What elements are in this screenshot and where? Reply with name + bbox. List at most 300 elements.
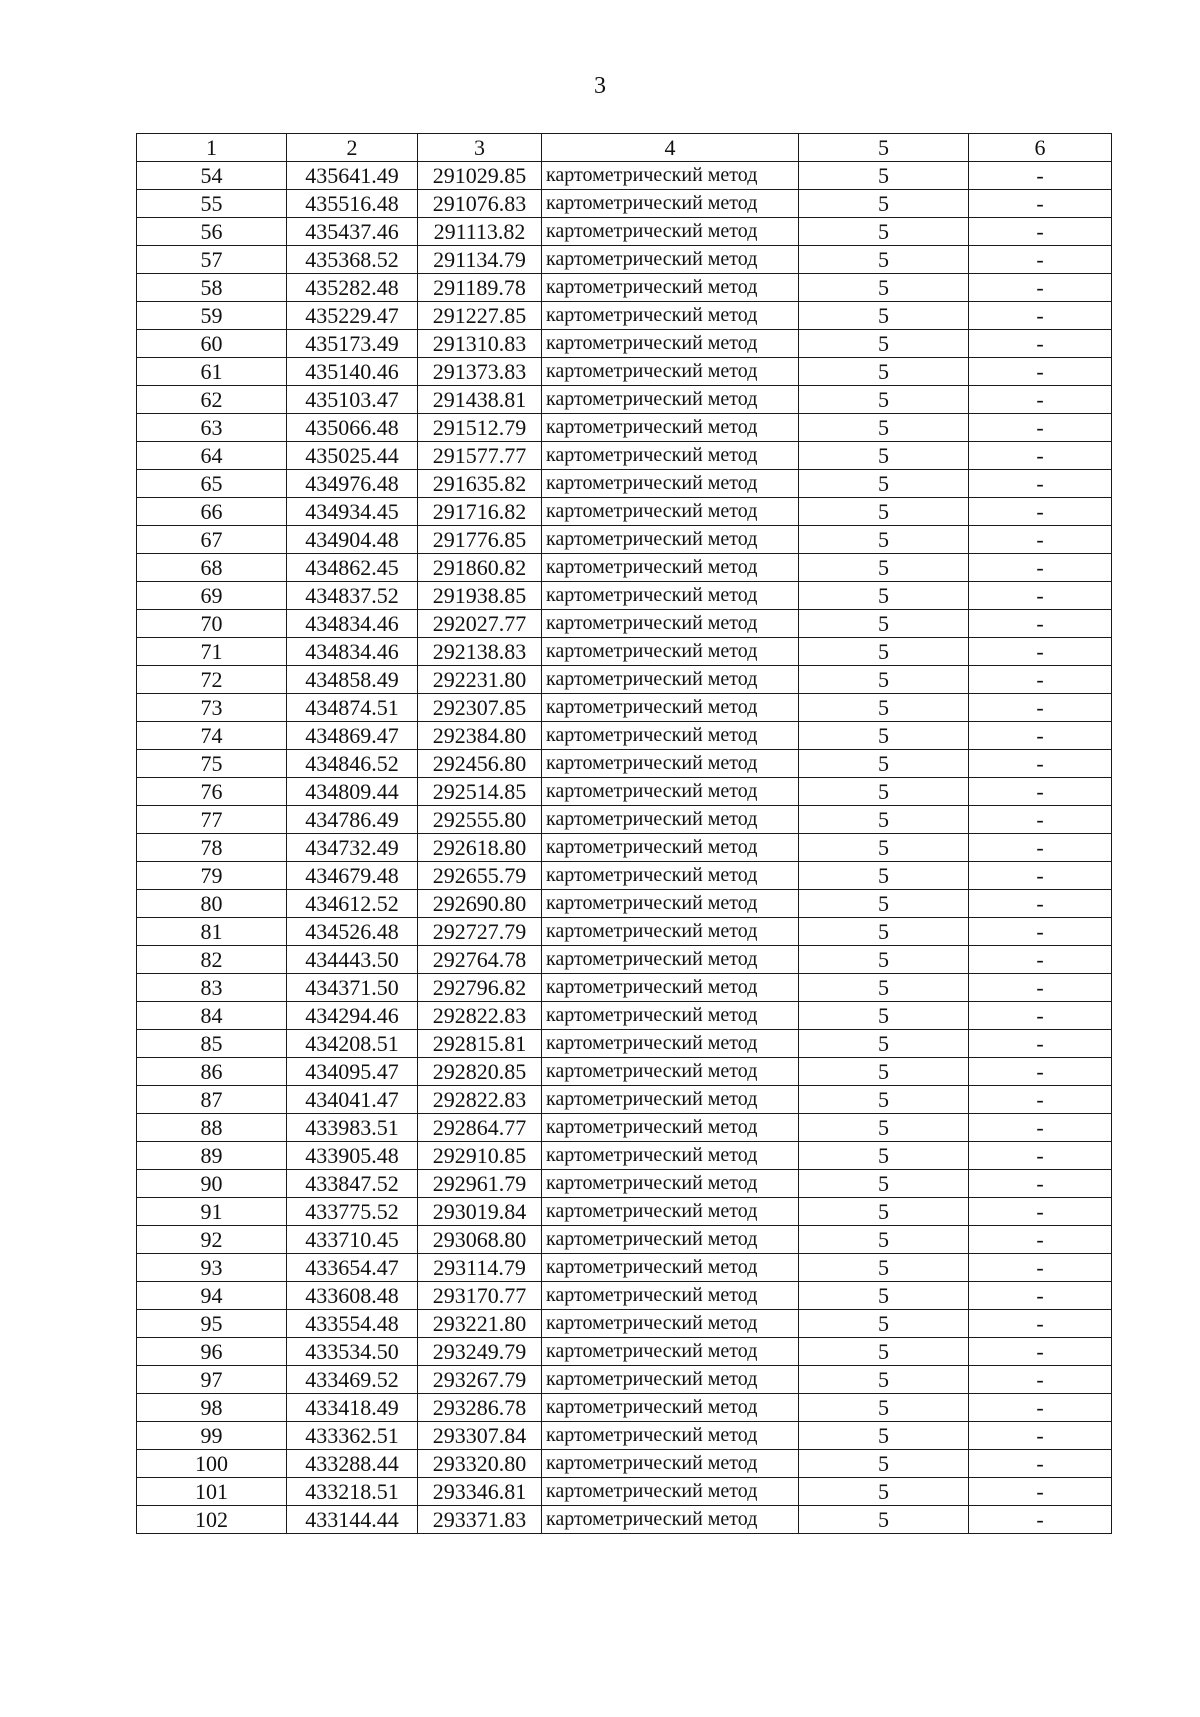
accuracy-cell: 5 — [799, 274, 969, 302]
column-header-point-number: 1 — [137, 134, 287, 162]
method-cell: картометрический метод — [542, 1226, 799, 1254]
x-coordinate-cell: 434294.46 — [287, 1002, 418, 1030]
column-header-method: 4 — [542, 134, 799, 162]
y-coordinate-cell: 293019.84 — [418, 1198, 542, 1226]
table-row — [137, 974, 1112, 1002]
accuracy-cell: 5 — [799, 162, 969, 190]
y-coordinate-cell: 292655.79 — [418, 862, 542, 890]
table-row — [137, 302, 1112, 330]
y-coordinate-cell: 292027.77 — [418, 610, 542, 638]
table-row — [137, 1226, 1112, 1254]
point-number-cell: 62 — [137, 386, 287, 414]
table-row — [137, 414, 1112, 442]
column-header-x-coordinate: 2 — [287, 134, 418, 162]
accuracy-cell: 5 — [799, 946, 969, 974]
point-number-cell: 88 — [137, 1114, 287, 1142]
description-cell: - — [969, 1170, 1112, 1198]
accuracy-cell: 5 — [799, 582, 969, 610]
table-row — [137, 358, 1112, 386]
description-cell: - — [969, 1478, 1112, 1506]
method-cell: картометрический метод — [542, 274, 799, 302]
accuracy-cell: 5 — [799, 1478, 969, 1506]
method-cell: картометрический метод — [542, 694, 799, 722]
table-row — [137, 778, 1112, 806]
method-cell: картометрический метод — [542, 1338, 799, 1366]
table-row — [137, 610, 1112, 638]
table-row — [137, 554, 1112, 582]
description-cell: - — [969, 246, 1112, 274]
point-number-cell: 84 — [137, 1002, 287, 1030]
point-number-cell: 67 — [137, 526, 287, 554]
accuracy-cell: 5 — [799, 778, 969, 806]
accuracy-cell: 5 — [799, 1310, 969, 1338]
y-coordinate-cell: 293346.81 — [418, 1478, 542, 1506]
y-coordinate-cell: 291227.85 — [418, 302, 542, 330]
y-coordinate-cell: 292456.80 — [418, 750, 542, 778]
point-number-cell: 79 — [137, 862, 287, 890]
x-coordinate-cell: 435437.46 — [287, 218, 418, 246]
y-coordinate-cell: 293320.80 — [418, 1450, 542, 1478]
point-number-cell: 90 — [137, 1170, 287, 1198]
x-coordinate-cell: 434934.45 — [287, 498, 418, 526]
description-cell: - — [969, 1506, 1112, 1534]
table-row — [137, 274, 1112, 302]
description-cell: - — [969, 274, 1112, 302]
accuracy-cell: 5 — [799, 498, 969, 526]
x-coordinate-cell: 433710.45 — [287, 1226, 418, 1254]
method-cell: картометрический метод — [542, 1002, 799, 1030]
accuracy-cell: 5 — [799, 526, 969, 554]
y-coordinate-cell: 292961.79 — [418, 1170, 542, 1198]
x-coordinate-cell: 434846.52 — [287, 750, 418, 778]
method-cell: картометрический метод — [542, 806, 799, 834]
description-cell: - — [969, 1086, 1112, 1114]
method-cell: картометрический метод — [542, 1030, 799, 1058]
description-cell: - — [969, 526, 1112, 554]
y-coordinate-cell: 292815.81 — [418, 1030, 542, 1058]
point-number-cell: 56 — [137, 218, 287, 246]
x-coordinate-cell: 434371.50 — [287, 974, 418, 1002]
method-cell: картометрический метод — [542, 1058, 799, 1086]
y-coordinate-cell: 292555.80 — [418, 806, 542, 834]
accuracy-cell: 5 — [799, 1422, 969, 1450]
method-cell: картометрический метод — [542, 162, 799, 190]
description-cell: - — [969, 918, 1112, 946]
method-cell: картометрический метод — [542, 638, 799, 666]
x-coordinate-cell: 435025.44 — [287, 442, 418, 470]
x-coordinate-cell: 435282.48 — [287, 274, 418, 302]
point-number-cell: 101 — [137, 1478, 287, 1506]
table-row — [137, 638, 1112, 666]
method-cell: картометрический метод — [542, 946, 799, 974]
table-row — [137, 862, 1112, 890]
y-coordinate-cell: 293221.80 — [418, 1310, 542, 1338]
description-cell: - — [969, 358, 1112, 386]
accuracy-cell: 5 — [799, 442, 969, 470]
point-number-cell: 60 — [137, 330, 287, 358]
y-coordinate-cell: 293307.84 — [418, 1422, 542, 1450]
accuracy-cell: 5 — [799, 246, 969, 274]
x-coordinate-cell: 435140.46 — [287, 358, 418, 386]
x-coordinate-cell: 433418.49 — [287, 1394, 418, 1422]
x-coordinate-cell: 434526.48 — [287, 918, 418, 946]
description-cell: - — [969, 414, 1112, 442]
x-coordinate-cell: 435516.48 — [287, 190, 418, 218]
point-number-cell: 95 — [137, 1310, 287, 1338]
accuracy-cell: 5 — [799, 302, 969, 330]
y-coordinate-cell: 291076.83 — [418, 190, 542, 218]
description-cell: - — [969, 1254, 1112, 1282]
x-coordinate-cell: 433905.48 — [287, 1142, 418, 1170]
description-cell: - — [969, 1310, 1112, 1338]
table-row — [137, 162, 1112, 190]
x-coordinate-cell: 433983.51 — [287, 1114, 418, 1142]
x-coordinate-cell: 433654.47 — [287, 1254, 418, 1282]
accuracy-cell: 5 — [799, 190, 969, 218]
description-cell: - — [969, 1142, 1112, 1170]
point-number-cell: 80 — [137, 890, 287, 918]
accuracy-cell: 5 — [799, 554, 969, 582]
description-cell: - — [969, 470, 1112, 498]
x-coordinate-cell: 433218.51 — [287, 1478, 418, 1506]
x-coordinate-cell: 434732.49 — [287, 834, 418, 862]
description-cell: - — [969, 302, 1112, 330]
accuracy-cell: 5 — [799, 806, 969, 834]
y-coordinate-cell: 291776.85 — [418, 526, 542, 554]
description-cell: - — [969, 694, 1112, 722]
table-row — [137, 1394, 1112, 1422]
y-coordinate-cell: 293249.79 — [418, 1338, 542, 1366]
description-cell: - — [969, 1058, 1112, 1086]
method-cell: картометрический метод — [542, 722, 799, 750]
point-number-cell: 54 — [137, 162, 287, 190]
point-number-cell: 82 — [137, 946, 287, 974]
method-cell: картометрический метод — [542, 862, 799, 890]
point-number-cell: 83 — [137, 974, 287, 1002]
table-row — [137, 1142, 1112, 1170]
y-coordinate-cell: 293114.79 — [418, 1254, 542, 1282]
table-row — [137, 1198, 1112, 1226]
point-number-cell: 72 — [137, 666, 287, 694]
accuracy-cell: 5 — [799, 1338, 969, 1366]
description-cell: - — [969, 498, 1112, 526]
method-cell: картометрический метод — [542, 1086, 799, 1114]
accuracy-cell: 5 — [799, 1282, 969, 1310]
point-number-cell: 78 — [137, 834, 287, 862]
table-row — [137, 526, 1112, 554]
method-cell: картометрический метод — [542, 974, 799, 1002]
table-header-row — [137, 134, 1112, 162]
method-cell: картометрический метод — [542, 1254, 799, 1282]
accuracy-cell: 5 — [799, 666, 969, 694]
method-cell: картометрический метод — [542, 1394, 799, 1422]
accuracy-cell: 5 — [799, 834, 969, 862]
description-cell: - — [969, 610, 1112, 638]
method-cell: картометрический метод — [542, 1450, 799, 1478]
description-cell: - — [969, 1366, 1112, 1394]
accuracy-cell: 5 — [799, 918, 969, 946]
description-cell: - — [969, 974, 1112, 1002]
point-number-cell: 76 — [137, 778, 287, 806]
point-number-cell: 96 — [137, 1338, 287, 1366]
point-number-cell: 68 — [137, 554, 287, 582]
point-number-cell: 77 — [137, 806, 287, 834]
coordinates-table — [136, 133, 1112, 1534]
accuracy-cell: 5 — [799, 358, 969, 386]
accuracy-cell: 5 — [799, 1394, 969, 1422]
point-number-cell: 65 — [137, 470, 287, 498]
y-coordinate-cell: 291860.82 — [418, 554, 542, 582]
description-cell: - — [969, 1450, 1112, 1478]
x-coordinate-cell: 434041.47 — [287, 1086, 418, 1114]
method-cell: картометрический метод — [542, 302, 799, 330]
description-cell: - — [969, 218, 1112, 246]
method-cell: картометрический метод — [542, 498, 799, 526]
accuracy-cell: 5 — [799, 1086, 969, 1114]
y-coordinate-cell: 292822.83 — [418, 1086, 542, 1114]
point-number-cell: 92 — [137, 1226, 287, 1254]
method-cell: картометрический метод — [542, 1422, 799, 1450]
table-row — [137, 1030, 1112, 1058]
x-coordinate-cell: 434904.48 — [287, 526, 418, 554]
method-cell: картометрический метод — [542, 1142, 799, 1170]
method-cell: картометрический метод — [542, 1506, 799, 1534]
table-row — [137, 218, 1112, 246]
x-coordinate-cell: 434874.51 — [287, 694, 418, 722]
x-coordinate-cell: 435103.47 — [287, 386, 418, 414]
accuracy-cell: 5 — [799, 974, 969, 1002]
accuracy-cell: 5 — [799, 1114, 969, 1142]
point-number-cell: 81 — [137, 918, 287, 946]
method-cell: картометрический метод — [542, 778, 799, 806]
accuracy-cell: 5 — [799, 1030, 969, 1058]
point-number-cell: 59 — [137, 302, 287, 330]
method-cell: картометрический метод — [542, 190, 799, 218]
point-number-cell: 66 — [137, 498, 287, 526]
y-coordinate-cell: 292764.78 — [418, 946, 542, 974]
description-cell: - — [969, 638, 1112, 666]
method-cell: картометрический метод — [542, 554, 799, 582]
point-number-cell: 89 — [137, 1142, 287, 1170]
y-coordinate-cell: 293267.79 — [418, 1366, 542, 1394]
point-number-cell: 102 — [137, 1506, 287, 1534]
x-coordinate-cell: 433534.50 — [287, 1338, 418, 1366]
method-cell: картометрический метод — [542, 386, 799, 414]
point-number-cell: 99 — [137, 1422, 287, 1450]
description-cell: - — [969, 330, 1112, 358]
x-coordinate-cell: 435641.49 — [287, 162, 418, 190]
description-cell: - — [969, 750, 1112, 778]
x-coordinate-cell: 433554.48 — [287, 1310, 418, 1338]
table-row — [137, 1422, 1112, 1450]
method-cell: картометрический метод — [542, 1170, 799, 1198]
y-coordinate-cell: 292864.77 — [418, 1114, 542, 1142]
accuracy-cell: 5 — [799, 890, 969, 918]
method-cell: картометрический метод — [542, 1282, 799, 1310]
point-number-cell: 94 — [137, 1282, 287, 1310]
point-number-cell: 85 — [137, 1030, 287, 1058]
accuracy-cell: 5 — [799, 1002, 969, 1030]
y-coordinate-cell: 292138.83 — [418, 638, 542, 666]
x-coordinate-cell: 434809.44 — [287, 778, 418, 806]
point-number-cell: 100 — [137, 1450, 287, 1478]
x-coordinate-cell: 434834.46 — [287, 638, 418, 666]
column-header-accuracy: 5 — [799, 134, 969, 162]
x-coordinate-cell: 435229.47 — [287, 302, 418, 330]
accuracy-cell: 5 — [799, 386, 969, 414]
y-coordinate-cell: 291189.78 — [418, 274, 542, 302]
table-row — [137, 722, 1112, 750]
y-coordinate-cell: 291373.83 — [418, 358, 542, 386]
accuracy-cell: 5 — [799, 1058, 969, 1086]
method-cell: картометрический метод — [542, 918, 799, 946]
method-cell: картометрический метод — [542, 218, 799, 246]
y-coordinate-cell: 291577.77 — [418, 442, 542, 470]
x-coordinate-cell: 433288.44 — [287, 1450, 418, 1478]
column-header-description: 6 — [969, 134, 1112, 162]
y-coordinate-cell: 291716.82 — [418, 498, 542, 526]
accuracy-cell: 5 — [799, 610, 969, 638]
description-cell: - — [969, 442, 1112, 470]
x-coordinate-cell: 433608.48 — [287, 1282, 418, 1310]
column-header-y-coordinate: 3 — [418, 134, 542, 162]
x-coordinate-cell: 434443.50 — [287, 946, 418, 974]
accuracy-cell: 5 — [799, 638, 969, 666]
description-cell: - — [969, 666, 1112, 694]
method-cell: картометрический метод — [542, 414, 799, 442]
x-coordinate-cell: 434858.49 — [287, 666, 418, 694]
y-coordinate-cell: 293286.78 — [418, 1394, 542, 1422]
method-cell: картометрический метод — [542, 582, 799, 610]
x-coordinate-cell: 434612.52 — [287, 890, 418, 918]
method-cell: картометрический метод — [542, 470, 799, 498]
x-coordinate-cell: 433144.44 — [287, 1506, 418, 1534]
description-cell: - — [969, 1394, 1112, 1422]
y-coordinate-cell: 292796.82 — [418, 974, 542, 1002]
table-row — [137, 1254, 1112, 1282]
y-coordinate-cell: 292822.83 — [418, 1002, 542, 1030]
accuracy-cell: 5 — [799, 1198, 969, 1226]
point-number-cell: 97 — [137, 1366, 287, 1394]
y-coordinate-cell: 291512.79 — [418, 414, 542, 442]
description-cell: - — [969, 778, 1112, 806]
description-cell: - — [969, 1282, 1112, 1310]
accuracy-cell: 5 — [799, 722, 969, 750]
method-cell: картометрический метод — [542, 442, 799, 470]
y-coordinate-cell: 291438.81 — [418, 386, 542, 414]
description-cell: - — [969, 722, 1112, 750]
point-number-cell: 61 — [137, 358, 287, 386]
y-coordinate-cell: 291938.85 — [418, 582, 542, 610]
point-number-cell: 71 — [137, 638, 287, 666]
y-coordinate-cell: 291134.79 — [418, 246, 542, 274]
y-coordinate-cell: 292307.85 — [418, 694, 542, 722]
description-cell: - — [969, 554, 1112, 582]
point-number-cell: 55 — [137, 190, 287, 218]
table-row — [137, 946, 1112, 974]
description-cell: - — [969, 946, 1112, 974]
x-coordinate-cell: 434976.48 — [287, 470, 418, 498]
point-number-cell: 74 — [137, 722, 287, 750]
description-cell: - — [969, 582, 1112, 610]
method-cell: картометрический метод — [542, 610, 799, 638]
y-coordinate-cell: 291113.82 — [418, 218, 542, 246]
y-coordinate-cell: 291635.82 — [418, 470, 542, 498]
x-coordinate-cell: 434786.49 — [287, 806, 418, 834]
description-cell: - — [969, 862, 1112, 890]
table-row — [137, 834, 1112, 862]
description-cell: - — [969, 1030, 1112, 1058]
y-coordinate-cell: 292690.80 — [418, 890, 542, 918]
accuracy-cell: 5 — [799, 1366, 969, 1394]
accuracy-cell: 5 — [799, 1142, 969, 1170]
accuracy-cell: 5 — [799, 414, 969, 442]
x-coordinate-cell: 434862.45 — [287, 554, 418, 582]
y-coordinate-cell: 292231.80 — [418, 666, 542, 694]
table-row — [137, 1366, 1112, 1394]
table-row — [137, 890, 1112, 918]
table-row — [137, 190, 1112, 218]
y-coordinate-cell: 293170.77 — [418, 1282, 542, 1310]
point-number-cell: 98 — [137, 1394, 287, 1422]
table-row — [137, 1086, 1112, 1114]
description-cell: - — [969, 1422, 1112, 1450]
table-row — [137, 1506, 1112, 1534]
x-coordinate-cell: 434869.47 — [287, 722, 418, 750]
table-row — [137, 1478, 1112, 1506]
accuracy-cell: 5 — [799, 862, 969, 890]
description-cell: - — [969, 190, 1112, 218]
description-cell: - — [969, 162, 1112, 190]
method-cell: картометрический метод — [542, 1310, 799, 1338]
table-row — [137, 1310, 1112, 1338]
method-cell: картометрический метод — [542, 834, 799, 862]
method-cell: картометрический метод — [542, 666, 799, 694]
table-body — [137, 162, 1112, 1534]
table-row — [137, 806, 1112, 834]
point-number-cell: 93 — [137, 1254, 287, 1282]
y-coordinate-cell: 292618.80 — [418, 834, 542, 862]
accuracy-cell: 5 — [799, 750, 969, 778]
table-row — [137, 246, 1112, 274]
accuracy-cell: 5 — [799, 1170, 969, 1198]
table-row — [137, 470, 1112, 498]
point-number-cell: 91 — [137, 1198, 287, 1226]
y-coordinate-cell: 291029.85 — [418, 162, 542, 190]
table-row — [137, 1058, 1112, 1086]
table-row — [137, 1338, 1112, 1366]
x-coordinate-cell: 435173.49 — [287, 330, 418, 358]
point-number-cell: 69 — [137, 582, 287, 610]
x-coordinate-cell: 433847.52 — [287, 1170, 418, 1198]
point-number-cell: 63 — [137, 414, 287, 442]
table-row — [137, 1114, 1112, 1142]
description-cell: - — [969, 386, 1112, 414]
y-coordinate-cell: 292514.85 — [418, 778, 542, 806]
accuracy-cell: 5 — [799, 218, 969, 246]
method-cell: картометрический метод — [542, 1198, 799, 1226]
point-number-cell: 70 — [137, 610, 287, 638]
method-cell: картометрический метод — [542, 1366, 799, 1394]
method-cell: картометрический метод — [542, 246, 799, 274]
method-cell: картометрический метод — [542, 526, 799, 554]
table-row — [137, 1002, 1112, 1030]
method-cell: картометрический метод — [542, 1478, 799, 1506]
description-cell: - — [969, 834, 1112, 862]
y-coordinate-cell: 293068.80 — [418, 1226, 542, 1254]
description-cell: - — [969, 1002, 1112, 1030]
point-number-cell: 73 — [137, 694, 287, 722]
